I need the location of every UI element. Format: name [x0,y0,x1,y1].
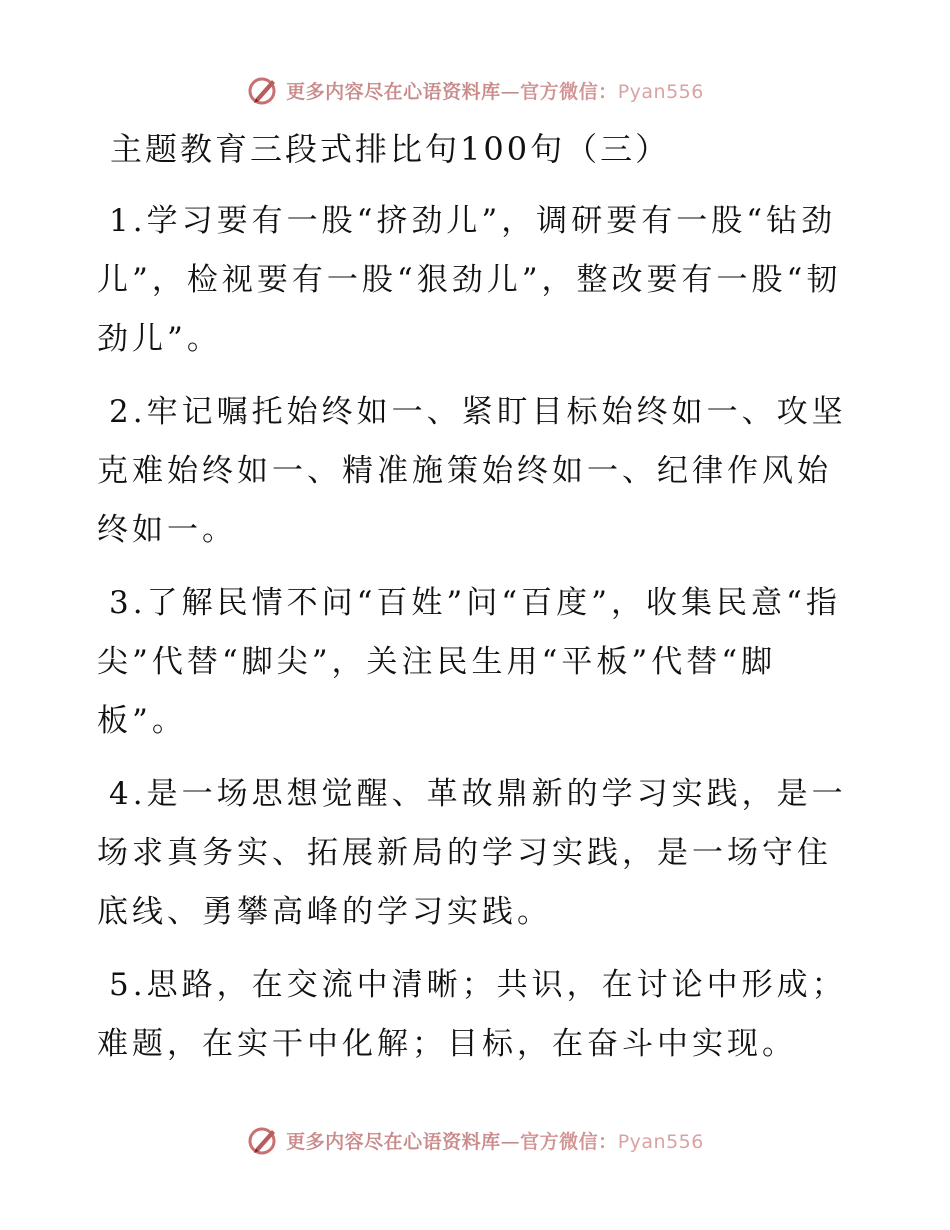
paragraph-3: 3.了解民情不问“百姓”问“百度”，收集民意“指尖”代替“脚尖”，关注民生用“平板”代替“脚板”。 [97,585,841,739]
pen-logo-icon [246,1123,280,1157]
watermark-main: 更多内容尽在心语资料库 [286,1130,501,1153]
paragraph-5: 5.思路，在交流中清晰；共识，在讨论中形成；难题，在实干中化解；目标，在奋斗中实现。 [97,967,847,1062]
pen-logo-icon [246,73,280,107]
watermark-wechat-label: 官方微信： [520,80,618,103]
watermark-separator: — [500,80,521,103]
document-body [97,192,857,1088]
watermark-text [286,1127,704,1154]
watermark-separator: — [500,1130,521,1153]
watermark-wechat-id: Pyan556 [617,1130,704,1153]
watermark-wechat-label: 官方微信： [520,1130,618,1153]
paragraph-2: 2.牢记嘱托始终如一、紧盯目标始终如一、攻坚克难始终如一、精准施策始终如一、纪律作风始终如一。 [97,394,847,548]
paragraph-4: 4.是一场思想觉醒、革故鼎新的学习实践，是一场求真务实、拓展新局的学习实践，是一场守住底线、勇攀高峰的学习实践。 [97,776,847,930]
page-title: 主题教育三段式排比句100句（三） [110,130,671,168]
watermark-wechat-id: Pyan556 [617,80,704,103]
paragraph-1: 1.学习要有一股“挤劲儿”，调研要有一股“钻劲儿”，检视要有一股“狠劲儿”，整改要有一股“韧劲儿”。 [97,203,842,357]
header-watermark [0,70,950,110]
watermark-text [286,77,704,104]
watermark-main: 更多内容尽在心语资料库 [286,80,501,103]
footer-watermark [0,1120,950,1160]
